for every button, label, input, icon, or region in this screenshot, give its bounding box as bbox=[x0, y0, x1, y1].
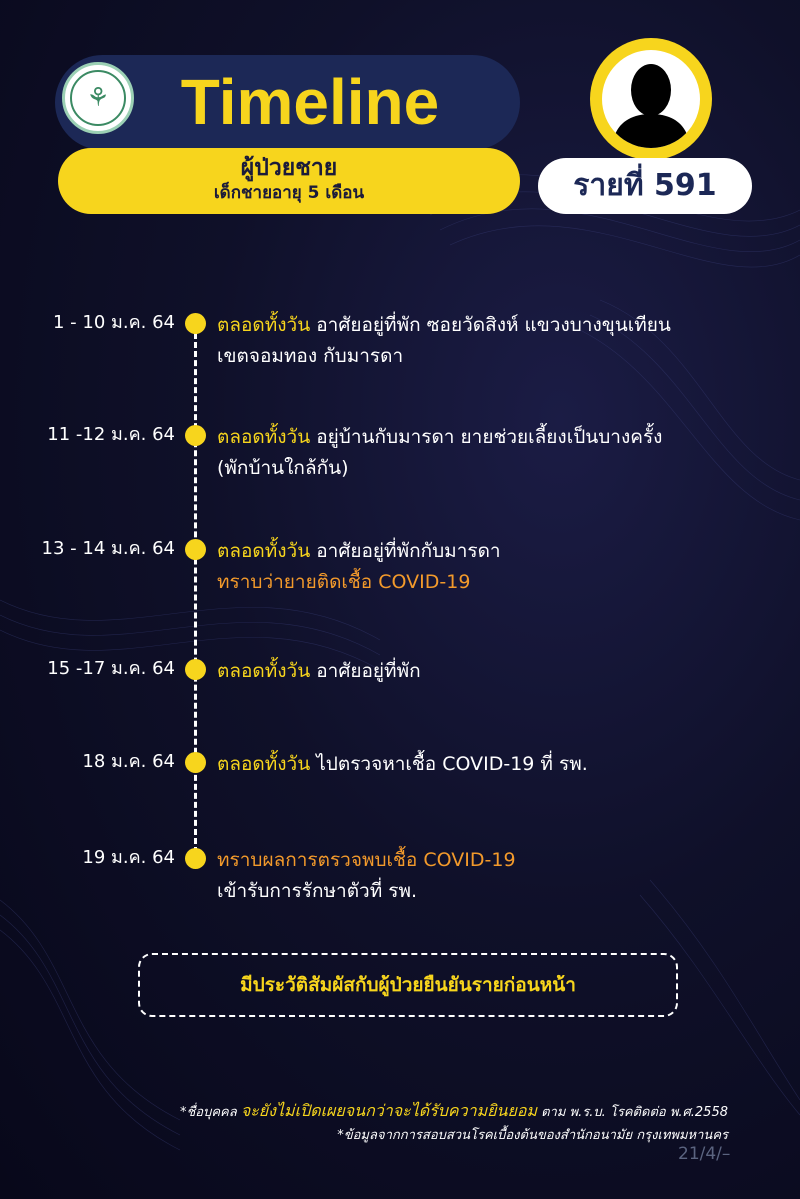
person-silhouette-icon bbox=[590, 38, 712, 160]
contact-history-notice: มีประวัติสัมผัสกับผู้ป่วยยืนยันรายก่อนหน้า bbox=[138, 953, 678, 1017]
event-description bbox=[217, 656, 777, 687]
page-title: Timeline bbox=[180, 66, 440, 138]
footnote-privacy: *ชื่อบุคคล จะยังไม่เปิดเผยจนกว่าจะได้รับความยินยอม ตาม พ.ร.บ. โรคติดต่อ พ.ศ.2558 bbox=[179, 1101, 728, 1120]
event-description bbox=[217, 749, 777, 780]
timeline-dot-icon bbox=[185, 313, 206, 334]
event-text-segment: เข้ารับการรักษาตัวที่ รพ. bbox=[217, 880, 418, 902]
patient-info-banner bbox=[58, 148, 520, 214]
patient-detail: เด็กชายอายุ 5 เดือน bbox=[213, 183, 365, 203]
timeline-dot-icon bbox=[185, 425, 206, 446]
event-date: 15 -17 ม.ค. 64 bbox=[47, 658, 175, 679]
event-text-segment: ตลอดทั้งวัน bbox=[217, 660, 311, 682]
event-description bbox=[217, 422, 777, 484]
case-number-badge: รายที่ 591 bbox=[538, 158, 752, 214]
event-text-segment: ตลอดทั้งวัน bbox=[217, 540, 311, 562]
event-text-segment: ตลอดทั้งวัน bbox=[217, 753, 311, 775]
event-description bbox=[217, 536, 777, 598]
date-stamp: 21/4/– bbox=[678, 1144, 731, 1164]
event-text-segment: ทราบว่ายายติดเชื้อ COVID-19 bbox=[217, 571, 471, 593]
event-description bbox=[217, 845, 777, 907]
timeline-dot-icon bbox=[185, 539, 206, 560]
event-text-segment: ตลอดทั้งวัน bbox=[217, 314, 311, 336]
event-text-segment: อาศัยอยู่ที่พัก ซอยวัดสิงห์ แขวงบางขุนเทียน bbox=[310, 314, 671, 336]
event-text-segment: อยู่บ้านกับมารดา ยายช่วยเลี้ยงเป็นบางครั้ง bbox=[310, 426, 663, 448]
event-text-segment: ตลอดทั้งวัน bbox=[217, 426, 311, 448]
event-text-segment: (พักบ้านใกล้กัน) bbox=[217, 457, 349, 479]
timeline-line bbox=[194, 324, 197, 862]
event-date: 19 ม.ค. 64 bbox=[82, 847, 175, 868]
event-date: 13 - 14 ม.ค. 64 bbox=[41, 538, 175, 559]
event-date: 18 ม.ค. 64 bbox=[82, 751, 175, 772]
event-date: 11 -12 ม.ค. 64 bbox=[47, 424, 175, 445]
event-text-segment: เขตจอมทอง กับมารดา bbox=[217, 345, 404, 367]
bangkok-seal-icon: ⚘ bbox=[62, 62, 134, 134]
event-text-segment: อาศัยอยู่ที่พักกับมารดา bbox=[310, 540, 501, 562]
event-text-segment: ทราบผลการตรวจพบเชื้อ COVID-19 bbox=[217, 849, 516, 871]
event-text-segment: อาศัยอยู่ที่พัก bbox=[310, 660, 421, 682]
footnote-source: *ข้อมูลจากการสอบสวนโรคเบื้องต้นของสำนักอนามัย กรุงเทพมหานคร bbox=[337, 1128, 728, 1143]
timeline-dot-icon bbox=[185, 659, 206, 680]
event-description bbox=[217, 310, 777, 372]
event-date: 1 - 10 ม.ค. 64 bbox=[53, 312, 175, 333]
timeline-dot-icon bbox=[185, 848, 206, 869]
patient-type: ผู้ป่วยชาย bbox=[240, 155, 338, 181]
timeline-dot-icon bbox=[185, 752, 206, 773]
event-text-segment: ไปตรวจหาเชื้อ COVID-19 ที่ รพ. bbox=[310, 753, 588, 775]
